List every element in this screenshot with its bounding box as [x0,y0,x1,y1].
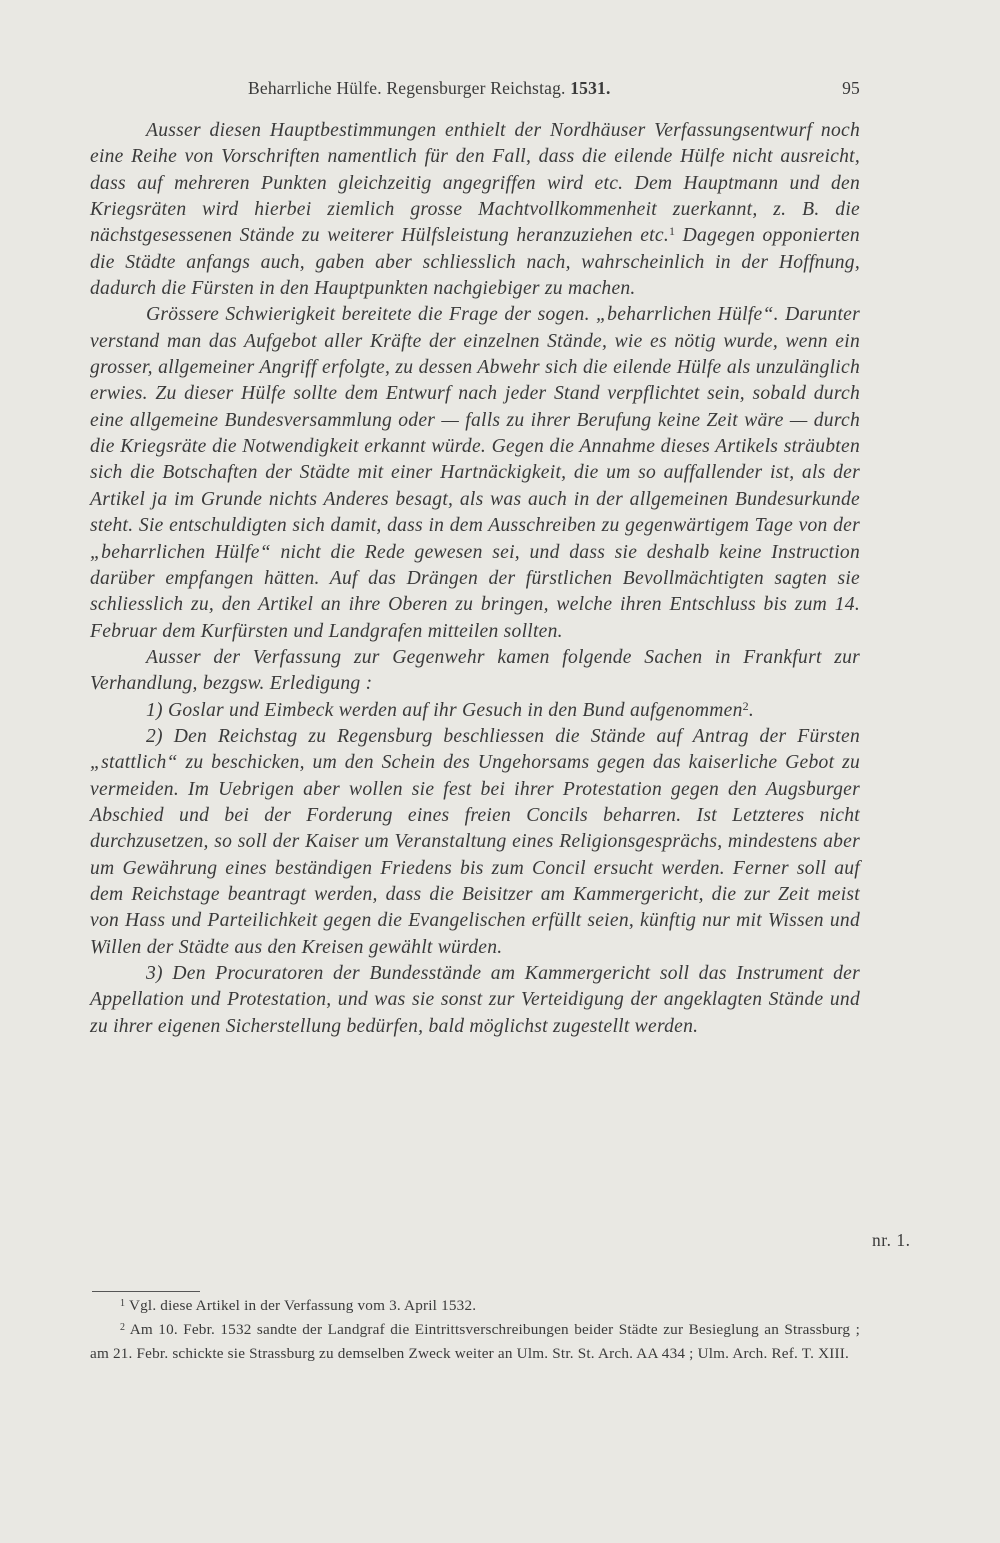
footnote-rule [92,1291,200,1292]
running-title: Beharrliche Hülfe. Regensburger Reichstag. 1531. [248,78,611,98]
running-year: 1531. [570,78,611,98]
footnote-mark-2: 2 [120,1322,126,1333]
main-text [90,118,860,1040]
margin-note: nr. 1. [872,1230,911,1250]
list-item-3: 3) Den Procuratoren der Bundesstände am Kammergericht soll das Instrument der Appellation und Protestation, und was sie sonst zur Verteidigung der angeklagten Stände und zu ihrer eigenen Sicherstellung bedürfen, bald möglichst zugestellt werden. [90,963,860,1037]
list-item-1: 1) Goslar und Eimbeck werden auf ihr Gesuch in den Bund aufgenommen$^2$. [146,698,755,721]
paragraph-2: Grössere Schwierigkeit bereitete die Frage der sogen. „beharrlichen Hülfe“. Darunter verstand man das Aufgebot aller Kräfte der einzelnen Stände, wie es nötig wurde, wenn ein grosser, allgemeiner Angriff erfolgte, zu dessen Abwehr sich die eilende Hülfe als unzulänglich erwies. Zu dieser Hülfe sollte dem Entwurf nach jeder Stand verpflichtet sein, sobald durch eine allgemeine Bundesversammlung oder — falls zu ihrer Berufung keine Zeit wäre — durch die Kriegsräte die Notwendigkeit erkannt würde. Gegen die Annahme dieses Artikels sträubten sich die Botschaften der Städte mit einer Hartnäckigkeit, die um so auffallender ist, als der Artikel ja im Grunde nichts Anderes besagt, als was auch in der allgemeinen Bundesurkunde steht. Sie entschuldigten sich damit, dass in dem Ausschreiben zu gegenwärtigem Tage von der „beharrlichen Hülfe“ nicht die Rede gewesen sei, und dass sie deshalb keine Instruction darüber empfangen hätten. Auf das Drängen der fürstlichen Bevollmächtigten sagten sie schliesslich zu, den Artikel an ihre Oberen zu bringen, welche ihren Entschluss bis zum 14. Februar dem Kurfürsten und Landgrafen mitteilen sollten. [90,304,860,642]
footnote-ref-2[interactable]: 2 [742,698,749,713]
footnotes [90,1294,860,1366]
paragraph-3: Ausser der Verfassung zur Gegenwehr kamen folgende Sachen in Frankfurt zur Verhandlung, bezgsw. Erledigung : [90,646,860,695]
footnote-1: $^1$ Vgl. diese Artikel in der Verfassung vom 3. April 1532. [120,1297,477,1314]
running-header [90,78,860,104]
footnote-ref-1[interactable]: 1 [668,224,676,239]
footnote-2: $^2$ Am 10. Febr. 1532 sandte der Landgraf die Eintrittsverschreibungen beider Städte zur Besieglung an Strassburg ; am 21. Febr. schickte sie Strassburg zu demselben Zweck weiter an Ulm. Str. St. Arch. AA 434 ; Ulm. Arch. Ref. T. XIII. [90,1321,860,1362]
paragraph-1: Ausser diesen Hauptbestimmungen enthielt der Nordhäuser Verfassungsentwurf noch eine Reihe von Vorschriften namentlich für den Fall, dass die eilende Hülfe nicht ausreicht, dass auf mehreren Punkten gleichzeitig angegriffen wird etc. Dem Hauptmann und den Kriegsräten wird hierbei ziemlich grosse Machtvollkommenheit zuerkannt, z. B. die nächstgesessenen Stände zu weiterer Hülfsleistung heranzuziehen etc.$^1$ Dagegen opponierten die Städte anfangs auch, gaben aber schliesslich nach, wahrscheinlich in der Hoffnung, dadurch die Fürsten in den Hauptpunkten nachgiebiger zu machen. [90,120,860,300]
list-item-2: 2) Den Reichstag zu Regensburg beschliessen die Stände auf Antrag der Fürsten „stattlich“ zu beschicken, um den Schein des Ungehorsams gegen das kaiserliche Gebot zu vermeiden. Im Uebrigen aber wollen sie fest bei ihrer Protestation gegen den Augsburger Abschied und bei der Forderung eines freien Concils beharren. Ist Letzteres nicht durchzusetzen, so soll der Kaiser um Veranstaltung eines Religionsgesprächs, mindestens aber um Gewährung eines beständigen Friedens bis zum Concil ersucht werden. Ferner soll auf dem Reichstage beantragt werden, dass die Beisitzer am Kammergericht, die zur Zeit meist von Hass und Parteilichkeit gegen die Evangelischen erfüllt seien, künftig nur mit Wissen und Willen der Städte aus den Kreisen gewählt würden. [90,725,860,958]
page-number: 95 [842,78,860,98]
footnote-mark-1: 1 [120,1298,126,1309]
